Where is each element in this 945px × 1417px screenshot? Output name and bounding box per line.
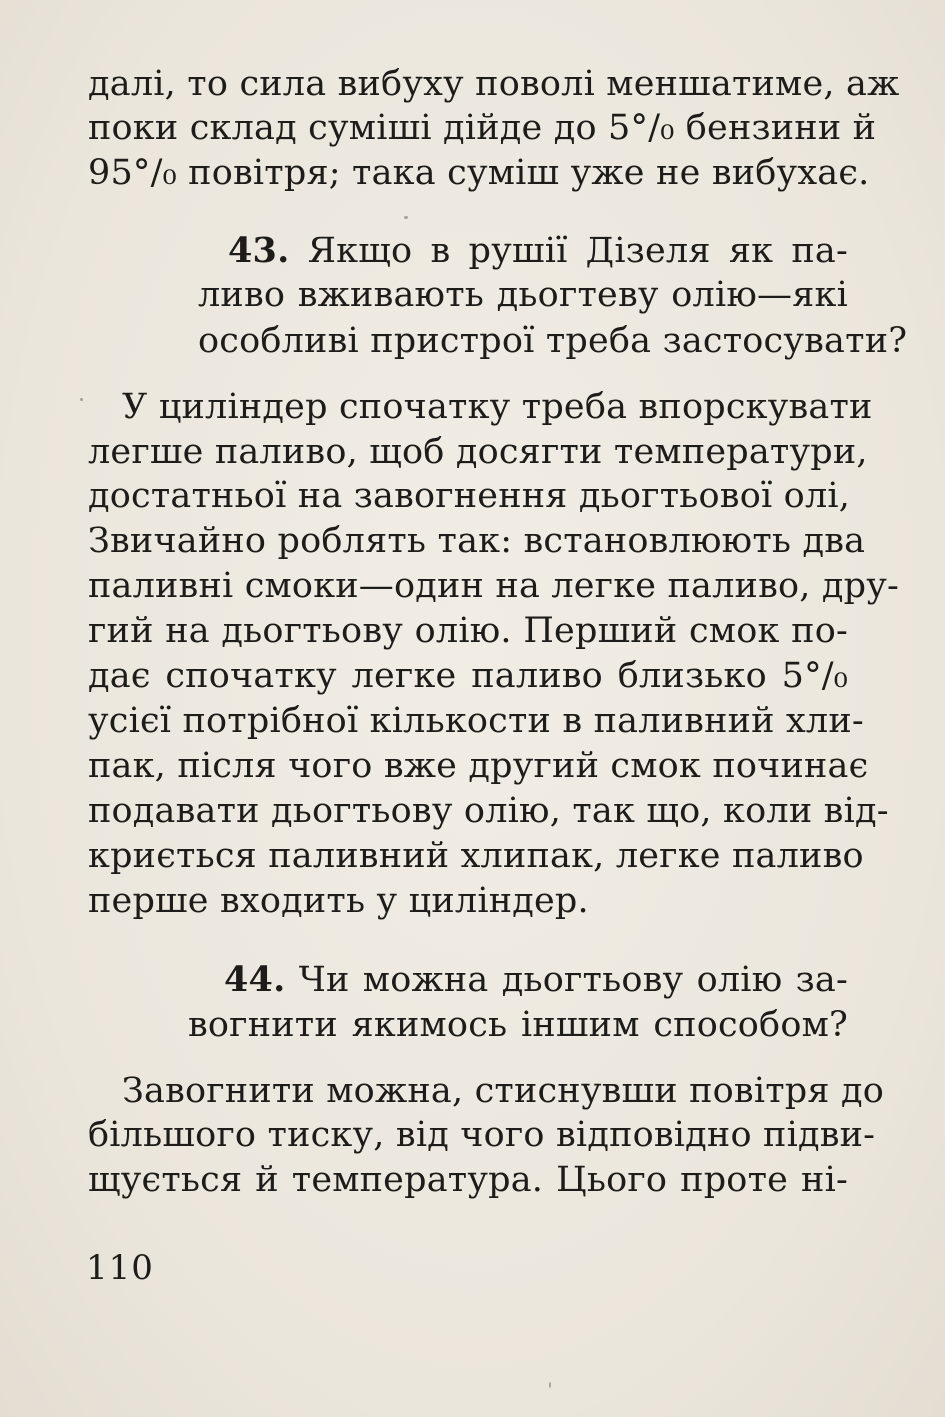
question-43-line-1 bbox=[228, 229, 848, 273]
answer-43-line: усієї потрібної кількости в паливний хли- bbox=[88, 701, 864, 741]
page-number: 110 bbox=[86, 1248, 154, 1288]
answer-44-line: щується й температура. Цього проте ні- bbox=[88, 1160, 848, 1200]
answer-43-line: дає спочатку легке паливо близько 5°/₀ bbox=[88, 656, 848, 696]
answer-43-line: гий на дьогтьову олію. Перший смок по- bbox=[88, 611, 848, 651]
question-44-line: вогнити якимось іншим способом? bbox=[188, 1005, 848, 1045]
question-44-line-1 bbox=[224, 958, 848, 1002]
paper-speck bbox=[80, 398, 83, 401]
question-43-line: особливі пристрої треба застосувати? bbox=[198, 321, 908, 361]
question-44-text: Чи можна дьогтьову олію за- bbox=[298, 960, 849, 1000]
answer-43-line: перше входить у циліндер. bbox=[88, 881, 589, 921]
answer-43-line: пак, після чого вже другий смок починає bbox=[88, 746, 869, 786]
answer-44-line: більшого тиску, від чого відповідно підви- bbox=[88, 1115, 876, 1155]
text-line: 95°/₀ повітря; така суміш уже не вибухає. bbox=[88, 153, 870, 193]
answer-44-line: Завогнити можна, стиснувши повітря до bbox=[122, 1071, 885, 1111]
question-43-line: ливо вживають дьогтеву олію—які bbox=[198, 275, 848, 315]
answer-43-line: достатньої на завогнення дьогтьової олі, bbox=[88, 476, 851, 516]
answer-43-line: паливні смоки—один на легке паливо, дру- bbox=[88, 566, 900, 606]
paper-speck bbox=[404, 216, 408, 219]
paper-speck bbox=[549, 1382, 551, 1388]
answer-43-line: криється паливний хлипак, легке паливо bbox=[88, 836, 864, 876]
question-43-text: Якщо в рушії Дізеля як па- bbox=[307, 231, 849, 271]
answer-43-line: Звичайно роблять так: встановлюють два bbox=[88, 521, 866, 561]
text-line: поки склад суміші дійде до 5°/₀ бензини й bbox=[88, 108, 877, 148]
text-line: далі, то сила вибуху поволі меншатиме, аж bbox=[88, 64, 900, 104]
question-43-number: 43. bbox=[228, 230, 290, 271]
answer-43-line: подавати дьогтьову олію, так що, коли від- bbox=[88, 791, 889, 831]
question-44-number: 44. bbox=[224, 959, 286, 1000]
answer-43-line: У циліндер спочатку треба впорскувати bbox=[122, 387, 873, 427]
answer-43-line: легше паливо, щоб досягти температури, bbox=[88, 432, 868, 472]
